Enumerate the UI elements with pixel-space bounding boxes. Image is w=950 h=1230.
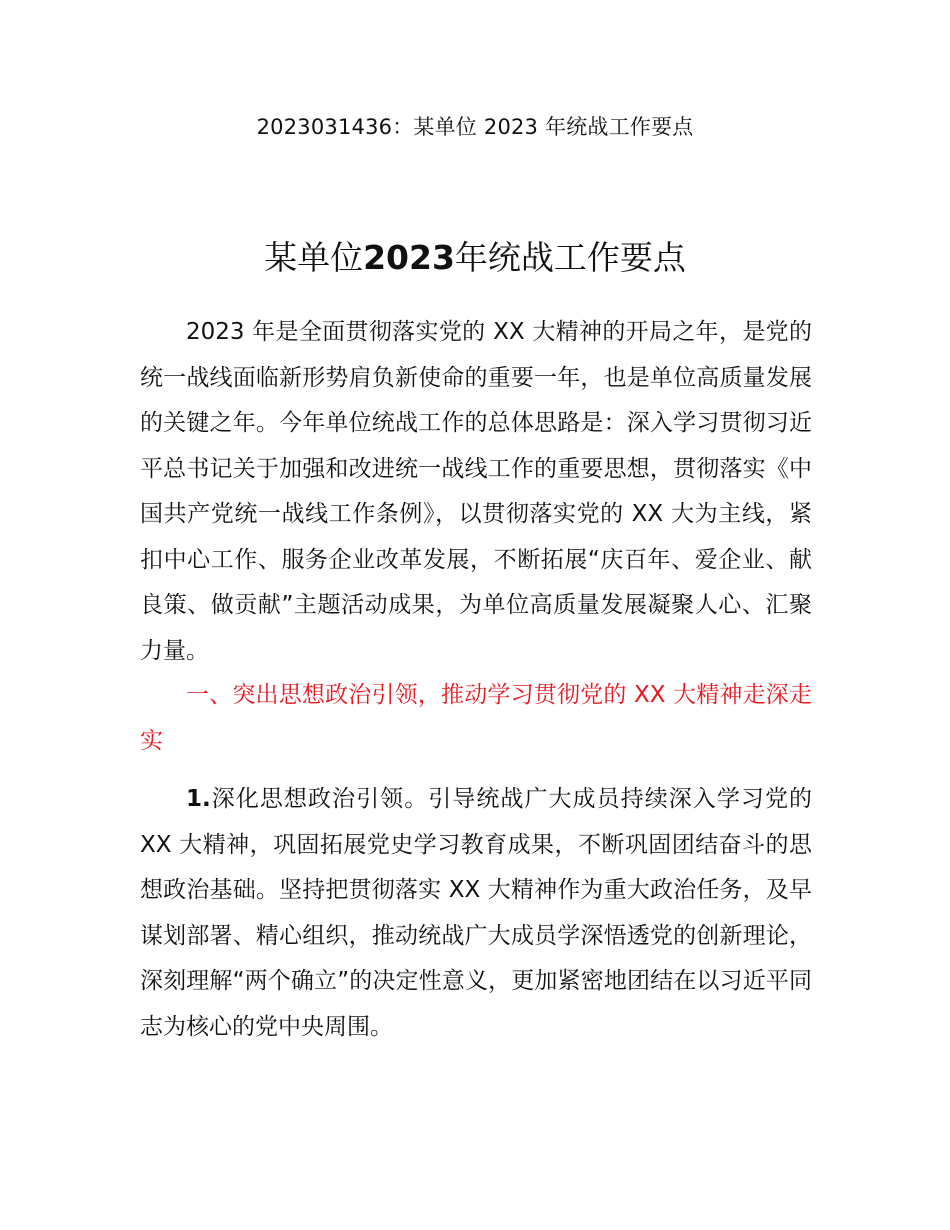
document-title [0,234,950,282]
title-suffix: 年统战工作要点 [454,238,686,277]
item-text: 深化思想政治引领。引导统战广大成员持续深入学习党的 XX 大精神，巩固拓展党史学习教育成果，不断巩固团结奋斗的思想政治基础。坚持把贯彻落实 XX 大精神作为重大政治任务，及早谋划部署、精心组织，推动统战广大成员学深悟透党的创新理论，深刻理解“两个确立”的决定性意义，更加紧密地团结在以习近平同志为核心的党中央周围。 [140,786,812,1040]
item-number: 1. [186,786,211,812]
title-prefix: 某单位 [264,238,364,277]
section-heading: 一、突出思想政治引领，推动学习贯彻党的 XX 大精神走深走实 [140,682,812,754]
document-header: 2023031436：某单位 2023 年统战工作要点 [256,115,694,139]
title-year: 2023 [363,238,455,277]
item-paragraph [140,777,812,1050]
intro-paragraph: 2023 年是全面贯彻落实党的 XX 大精神的开局之年，是党的统一战线面临新形势肩负新使命的重要一年，也是单位高质量发展的关键之年。今年单位统战工作的总体思路是：深入学习贯彻习近平总书记关于加强和改进统一战线工作的重要思想，贯彻落实《中国共产党统一战线工作条例》，以贯彻落实党的 XX 大为主线，紧扣中心工作、服务企业改革发展，不断拓展“庆百年、爱企业、献良策、做贡献”主题活动成果，为单位高质量发展凝聚人心、汇聚力量。 [140,319,812,664]
